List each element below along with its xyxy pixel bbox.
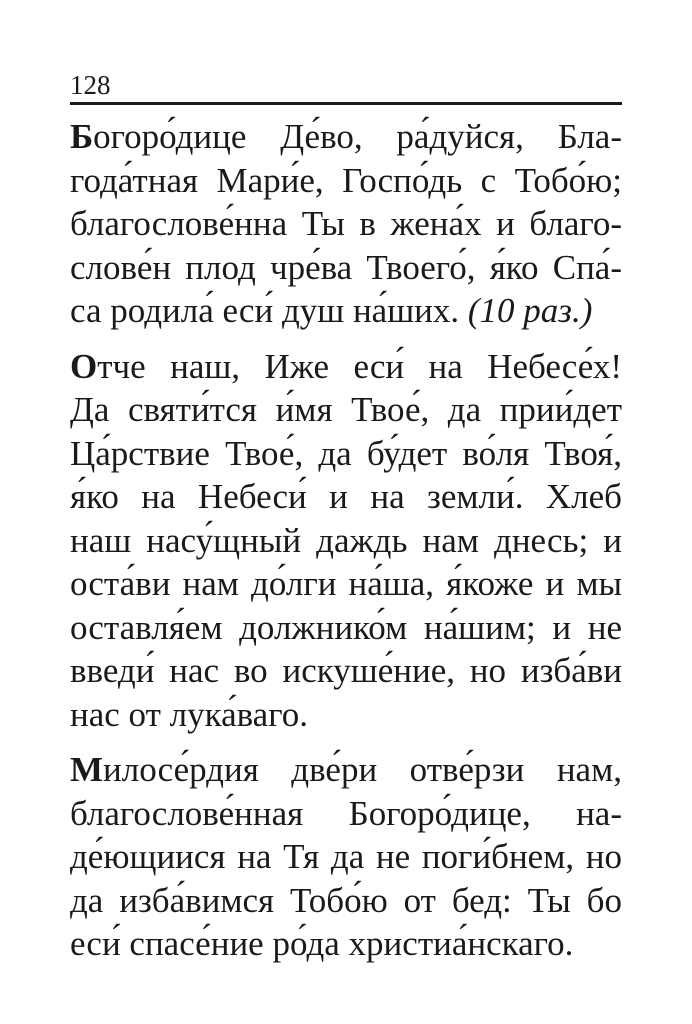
prayer-paragraph-3 [70,748,622,966]
prayer-paragraph-1 [70,115,622,333]
text-line: наш насу́щный даждь нам днесь; и [70,520,622,560]
text-line [70,289,622,333]
text-line: нас от лука́ваго. [70,694,308,734]
text-line: благослове́нная Богоро́дице, на- [70,793,622,833]
text-line-content: огоро́дице Де́во, ра́дуйся, Бла- [93,117,622,156]
text-line: Ца́рствие Твое́, да бу́дет во́ля Твоя́, [70,433,622,473]
text-line: де́ющиися на Тя да не поги́бнем, но [70,837,622,876]
text-line: я́ко на Небеси́ и на земли́. Хлеб [70,477,622,516]
text-line: года́тная Мари́е, Госпо́дь с Тобо́ю; [70,160,622,200]
rubric-note: (10 раз.) [467,291,593,330]
header-rule [70,102,622,105]
text-line-content: тче наш, Иже еси́ на Небесе́х! [97,346,622,386]
text-line [70,748,622,792]
text-line: Да святи́тся и́мя Твое́, да прии́дет [70,390,622,429]
text-line: да изба́вимся Тобо́ю от бед: Ты бо [70,880,622,920]
text-line: благослове́нна Ты в жена́х и благо- [70,204,622,243]
text-line [70,115,622,159]
initial-letter: О [70,346,98,386]
text-line: еси́ спасе́ние ро́да христиа́нскаго. [70,924,574,963]
text-line: оста́ви нам до́лги на́ша, я́коже и мы [70,564,622,603]
text-line-content: са родила́ еси́ душ на́ших. [70,291,460,330]
initial-letter: Б [70,117,94,156]
text-line: введи́ нас во искуше́ние, но изба́ви [70,651,622,690]
text-line-content: илосе́рдия две́ри отве́рзи нам, [103,750,622,789]
page-number: 128 [70,70,111,100]
text-line [70,345,622,389]
book-page [70,70,622,966]
text-line: слове́н плод чре́ва Твоего́, я́ко Спа́- [70,247,622,287]
initial-letter: М [70,750,104,789]
prayer-paragraph-2 [70,345,622,737]
text-line: оставля́ем должнико́м на́шим; и не [70,607,622,647]
